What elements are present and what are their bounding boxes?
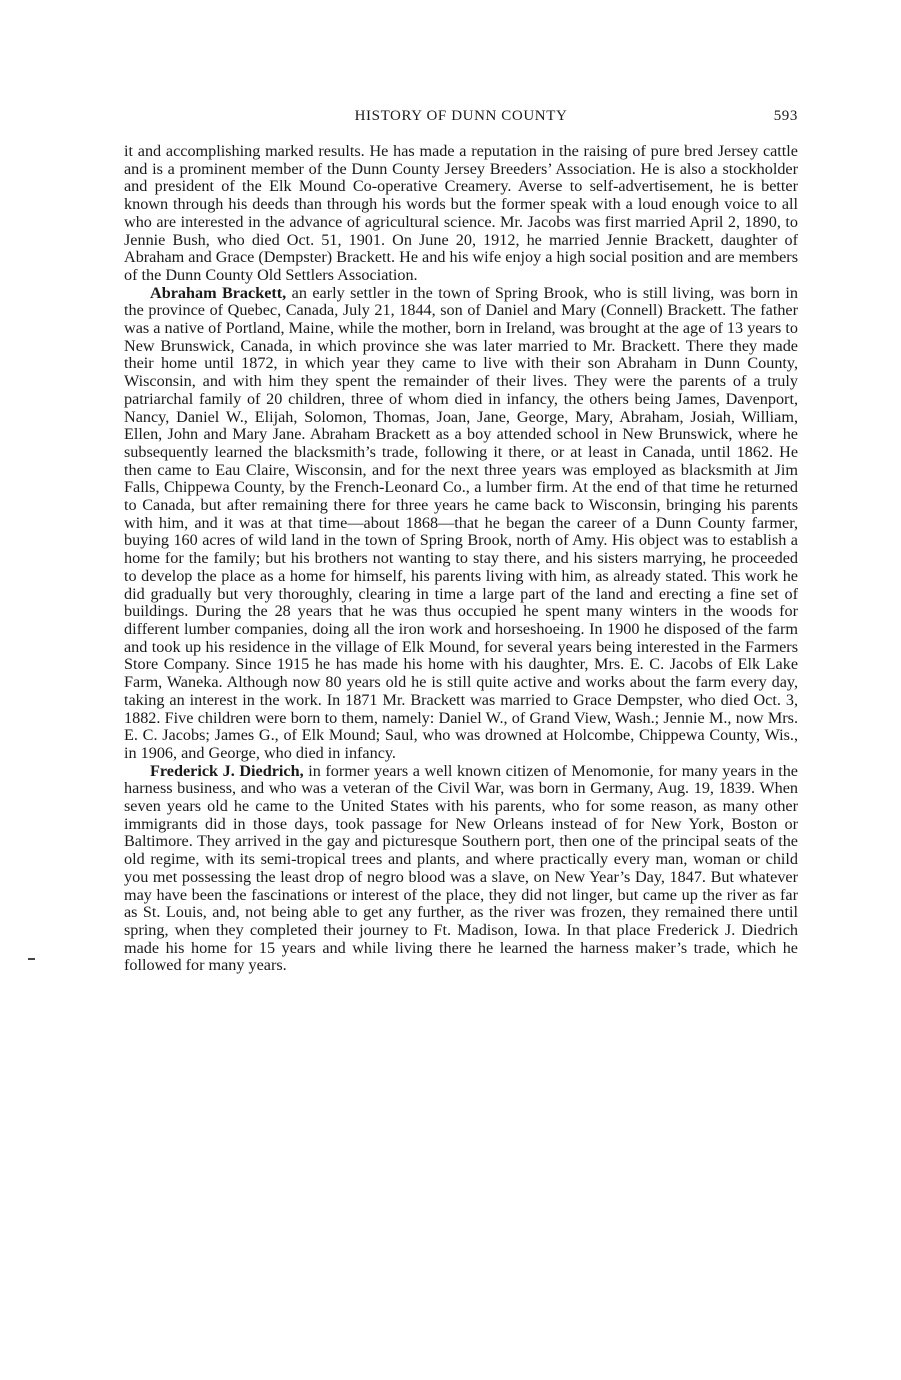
biography-name: Frederick J. Diedrich,: [150, 761, 304, 780]
paragraph-text: in former years a well known citizen of Menomonie, for many years in the harness business, and who was a veteran of the Civil War, was born in Germany, Aug. 19, 1839. When seven years old he came to the United States with his parents, who for some reason, as many other immigrants did in those days, took passage for New Orleans instead of for New York, Boston or Baltimore. They arrived in the gay and picturesque Southern port, then one of the principal seats of the old regime, with its semi-tropical trees and plants, and where practically every man, woman or child you met possessing the least drop of negro blood was a slave, on New Year’s Day, 1847. But whatever may have been the fascinations or interest of the place, they did not linger, but came up the river as far as St. Louis, and, not being able to get any further, as the river was frozen, they remained there until spring, when they completed their journey to Ft. Madison, Iowa. In that place Frederick J. Diedrich made his home for 15 years and while living there he learned the harness maker’s trade, which he followed for many years.: [124, 761, 798, 975]
page-number: 593: [773, 108, 798, 124]
paragraph-jacobs-continued: [124, 143, 798, 285]
paragraph-frederick-diedrich: [124, 763, 798, 975]
biography-name: Abraham Brackett,: [150, 283, 287, 302]
running-title: HISTORY OF DUNN COUNTY: [354, 108, 568, 124]
paragraph-text: an early settler in the town of Spring Brook, who is still living, was born in the province of Quebec, Canada, July 21, 1844, son of Daniel and Mary (Connell) Brackett. The father was a native of Portland, Maine, while the mother, born in Ireland, was brought at the age of 13 years to New Brunswick, Canada, in which province she was later married to Mr. Brackett. There they made their home until 1872, in which year they came to live with their son Abraham in Dunn County, Wisconsin, and with him they spent the remainder of their lives. They were the parents of a truly patriarchal family of 20 children, three of whom died in infancy, the others being James, Davenport, Nancy, Daniel W., Elijah, Solomon, Thomas, Joan, Jane, George, Mary, Abraham, Josiah, William, Ellen, John and Mary Jane. Abraham Brackett as a boy attended school in New Brunswick, where he subsequently learned the blacksmith’s trade, following it there, or at least in Canada, until 1862. He then came to Eau Claire, Wisconsin, and for the next three years was employed as blacksmith at Jim Falls, Chippewa County, by the French-Leonard Co., a lumber firm. At the end of that time he returned to Canada, but after remaining there for three years he came back to Wisconsin, bringing his parents with him, and it was at that time—about 1868—that he began the career of a Dunn County farmer, buying 160 acres of wild land in the town of Spring Brook, north of Amy. His object was to establish a home for the family; but his brothers not wanting to stay there, and his sisters marrying, he proceeded to develop the place as a home for himself, his parents living with him, as already stated. This work he did gradually but very thoroughly, clearing in time a large part of the land and erecting a fine set of buildings. During the 28 years that he was thus occupied he spent many winters in the woods for different lumber companies, doing all the iron work and horseshoeing. In 1900 he disposed of the farm and took up his residence in the village of Elk Mound, for several years being interested in the Farmers Store Company. Since 1915 he has made his home with his daughter, Mrs. E. C. Jacobs of Elk Lake Farm, Waneka. Although now 80 years old he is still quite active and works about the farm every day, taking an interest in the work. In 1871 Mr. Brackett was married to Grace Dempster, who died Oct. 3, 1882. Five children were born to them, namely: Daniel W., of Grand View, Wash.; Jennie M., now Mrs. E. C. Jacobs; James G., of Elk Mound; Saul, who was drowned at Holcombe, Chippewa County, Wis., in 1906, and George, who died in infancy.: [124, 283, 798, 762]
margin-mark: [28, 958, 35, 960]
paragraph-text: it and accomplishing marked results. He has made a reputation in the raising of pure bred Jersey cattle and is a prominent member of the Dunn County Jersey Breeders’ Association. He is also a stockholder and president of the Elk Mound Co-operative Creamery. Averse to self-advertisement, he is better known through his deeds than through his words but the former speak with a loud enough voice to all who are interested in the advance of agricultural science. Mr. Jacobs was first married April 2, 1890, to Jennie Bush, who died Oct. 51, 1901. On June 20, 1912, he married Jennie Brackett, daughter of Abraham and Grace (Dempster) Brackett. He and his wife enjoy a high social position and are members of the Dunn County Old Settlers Association.: [124, 142, 798, 284]
paragraph-abraham-brackett: [124, 285, 798, 763]
page: [124, 103, 798, 975]
running-header: [124, 103, 798, 129]
